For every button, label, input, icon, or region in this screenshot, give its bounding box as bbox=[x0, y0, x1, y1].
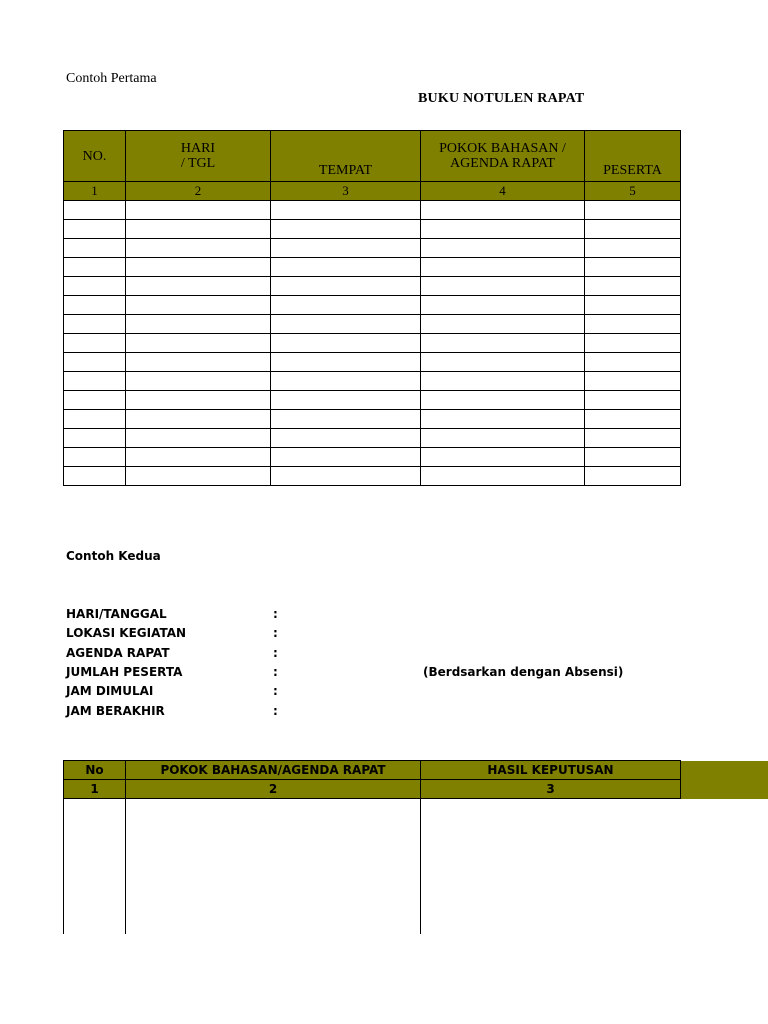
table-cell bbox=[421, 296, 585, 315]
table-row bbox=[64, 220, 681, 239]
table-row bbox=[64, 391, 681, 410]
table-cell bbox=[421, 799, 681, 935]
header-hari-tgl: HARI / TGL bbox=[126, 131, 271, 182]
table-cell bbox=[64, 799, 126, 935]
table-cell bbox=[585, 239, 681, 258]
table-cell bbox=[64, 353, 126, 372]
table-row bbox=[64, 315, 681, 334]
field-colon: : bbox=[273, 684, 278, 698]
column-number: 5 bbox=[585, 182, 681, 201]
header-hasil-keputusan: HASIL KEPUTUSAN bbox=[421, 761, 681, 780]
table-cell bbox=[585, 353, 681, 372]
table-cell bbox=[64, 334, 126, 353]
table-body bbox=[64, 201, 681, 486]
table-cell bbox=[271, 277, 421, 296]
table-cell bbox=[421, 410, 585, 429]
header-pokok-bahasan: POKOK BAHASAN / AGENDA RAPAT bbox=[421, 131, 585, 182]
table-cell bbox=[64, 220, 126, 239]
table-cell bbox=[64, 315, 126, 334]
table-cell bbox=[64, 410, 126, 429]
table-cell bbox=[126, 372, 271, 391]
header-no: NO. bbox=[64, 131, 126, 182]
field-label-lokasi-kegiatan: LOKASI KEGIATAN bbox=[66, 626, 187, 640]
table-cell bbox=[64, 239, 126, 258]
field-label-jam-dimulai: JAM DIMULAI bbox=[66, 684, 154, 698]
table-cell bbox=[126, 799, 421, 935]
header-fill-extension bbox=[680, 761, 768, 799]
absensi-note: (Berdsarkan dengan Absensi) bbox=[423, 665, 624, 679]
header-peserta: PESERTA bbox=[585, 131, 681, 182]
field-colon: : bbox=[273, 665, 278, 679]
table-cell bbox=[421, 239, 585, 258]
column-number: 2 bbox=[126, 182, 271, 201]
column-number: 3 bbox=[421, 780, 681, 799]
table-row bbox=[64, 239, 681, 258]
table-row bbox=[64, 410, 681, 429]
table-cell bbox=[126, 277, 271, 296]
table-cell bbox=[271, 239, 421, 258]
table-cell bbox=[585, 334, 681, 353]
table-cell bbox=[64, 277, 126, 296]
table-cell bbox=[271, 372, 421, 391]
field-colon: : bbox=[273, 626, 278, 640]
table-row bbox=[64, 258, 681, 277]
table-cell bbox=[271, 315, 421, 334]
table-cell bbox=[421, 372, 585, 391]
table-header-row bbox=[64, 131, 681, 182]
table-cell bbox=[421, 391, 585, 410]
table-cell bbox=[126, 448, 271, 467]
field-colon: : bbox=[273, 607, 278, 621]
section-title-contoh-pertama: Contoh Pertama bbox=[66, 71, 157, 86]
table-cell bbox=[421, 201, 585, 220]
table-cell bbox=[271, 220, 421, 239]
field-colon: : bbox=[273, 704, 278, 718]
table-cell bbox=[126, 201, 271, 220]
table-cell bbox=[64, 467, 126, 486]
table-cell bbox=[126, 296, 271, 315]
header-pokok-bahasan: POKOK BAHASAN/AGENDA RAPAT bbox=[126, 761, 421, 780]
table-cell bbox=[421, 429, 585, 448]
document-title: BUKU NOTULEN RAPAT bbox=[418, 91, 585, 106]
section-title-contoh-kedua: Contoh Kedua bbox=[66, 549, 161, 563]
table-cell bbox=[126, 258, 271, 277]
table-row bbox=[64, 353, 681, 372]
table-cell bbox=[64, 429, 126, 448]
table-cell bbox=[126, 429, 271, 448]
table-cell bbox=[421, 277, 585, 296]
table-cell bbox=[126, 353, 271, 372]
table-cell bbox=[271, 353, 421, 372]
table2-header-row bbox=[64, 761, 681, 780]
table-row bbox=[64, 334, 681, 353]
field-label-jam-berakhir: JAM BERAKHIR bbox=[66, 704, 165, 718]
table-cell bbox=[64, 258, 126, 277]
column-number: 2 bbox=[126, 780, 421, 799]
column-number-row bbox=[64, 182, 681, 201]
table-cell bbox=[126, 315, 271, 334]
table-row bbox=[64, 429, 681, 448]
table-row bbox=[64, 201, 681, 220]
table-cell bbox=[271, 448, 421, 467]
table-row bbox=[64, 296, 681, 315]
table-cell bbox=[421, 315, 585, 334]
header-no: No bbox=[64, 761, 126, 780]
table-row bbox=[64, 448, 681, 467]
column-number: 1 bbox=[64, 780, 126, 799]
field-label-jumlah-peserta: JUMLAH PESERTA bbox=[66, 665, 183, 679]
table-cell bbox=[64, 296, 126, 315]
field-colon: : bbox=[273, 646, 278, 660]
table-cell bbox=[126, 410, 271, 429]
table-cell bbox=[585, 296, 681, 315]
table-cell bbox=[585, 220, 681, 239]
table-cell bbox=[585, 429, 681, 448]
table-cell bbox=[271, 296, 421, 315]
table-cell bbox=[585, 410, 681, 429]
table-cell bbox=[126, 391, 271, 410]
notulen-table-1 bbox=[63, 130, 681, 486]
table-cell bbox=[271, 258, 421, 277]
table-cell bbox=[64, 391, 126, 410]
table-cell bbox=[271, 391, 421, 410]
field-label-agenda-rapat: AGENDA RAPAT bbox=[66, 646, 170, 660]
table-row bbox=[64, 467, 681, 486]
table-cell bbox=[585, 448, 681, 467]
table-cell bbox=[271, 429, 421, 448]
header-tempat: TEMPAT bbox=[271, 131, 421, 182]
table-cell bbox=[421, 220, 585, 239]
table-cell bbox=[421, 467, 585, 486]
table-cell bbox=[585, 201, 681, 220]
table-cell bbox=[585, 277, 681, 296]
table-cell bbox=[585, 467, 681, 486]
table-cell bbox=[585, 391, 681, 410]
table-cell bbox=[271, 467, 421, 486]
table-row bbox=[64, 372, 681, 391]
table-cell bbox=[126, 467, 271, 486]
table-cell bbox=[421, 258, 585, 277]
table-cell bbox=[64, 201, 126, 220]
table-cell bbox=[421, 353, 585, 372]
table-cell bbox=[64, 372, 126, 391]
table-cell bbox=[421, 448, 585, 467]
table-cell bbox=[126, 334, 271, 353]
table2-number-row bbox=[64, 780, 681, 799]
table-cell bbox=[126, 220, 271, 239]
notulen-table-2 bbox=[63, 760, 681, 934]
column-number: 3 bbox=[271, 182, 421, 201]
table-cell bbox=[271, 334, 421, 353]
table-cell bbox=[64, 448, 126, 467]
table-cell bbox=[126, 239, 271, 258]
table-cell bbox=[271, 410, 421, 429]
table2-body-row bbox=[64, 799, 681, 935]
table-cell bbox=[271, 201, 421, 220]
table-cell bbox=[585, 372, 681, 391]
column-number: 1 bbox=[64, 182, 126, 201]
table-cell bbox=[421, 334, 585, 353]
table-cell bbox=[585, 315, 681, 334]
table-cell bbox=[585, 258, 681, 277]
field-label-hari-tanggal: HARI/TANGGAL bbox=[66, 607, 167, 621]
table-row bbox=[64, 277, 681, 296]
column-number: 4 bbox=[421, 182, 585, 201]
